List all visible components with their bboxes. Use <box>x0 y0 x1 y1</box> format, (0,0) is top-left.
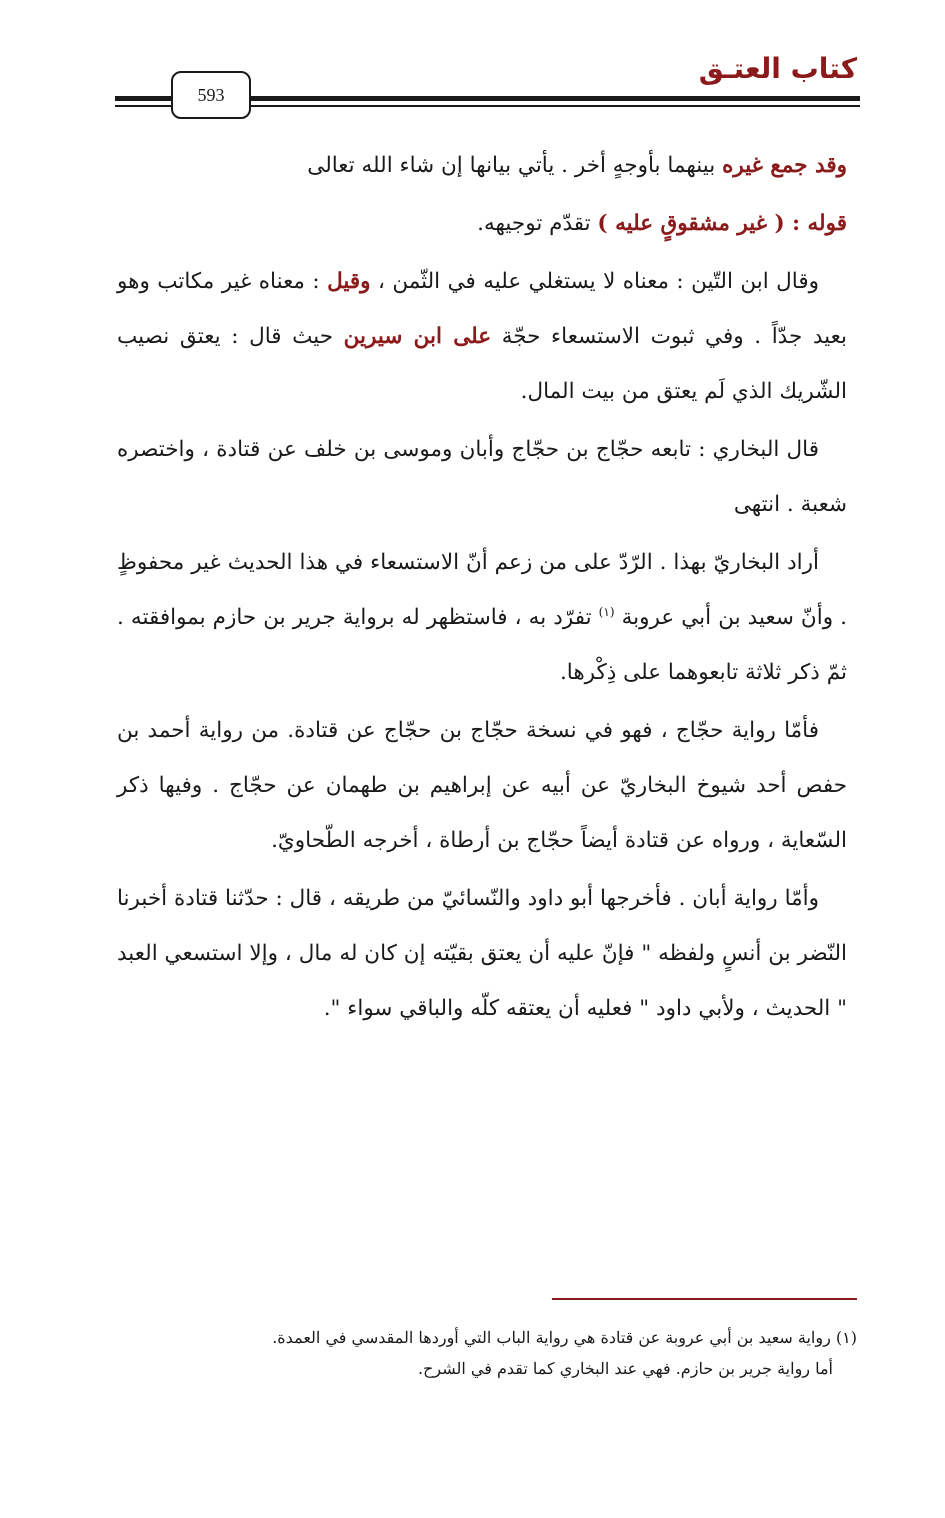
paragraph-1 <box>117 138 847 193</box>
quote-heading: قوله : ( غير مشقوقٍ عليه ) <box>597 211 847 236</box>
paragraph-2 <box>117 196 847 251</box>
paragraph-4: قال البخاري : تابعه حجّاج بن حجّاج وأبان وموسى بن خلف عن قتادة ، واختصره شعبة . انتهى <box>117 437 847 517</box>
paragraph-text: تقدّم توجيهه. <box>477 211 598 236</box>
footnote-1-continued: أما رواية جرير بن حازم. فهي عند البخاري كما تقدم في الشرح. <box>417 1359 833 1378</box>
highlight-text: وقيل <box>327 269 371 294</box>
footnotes <box>117 1322 857 1384</box>
paragraph-text: تفرّد به ، فاستظهر له برواية جرير بن حازم بموافقته . ثمّ ذكر ثلاثة تابعوهما على ذِكْرها. <box>117 605 847 685</box>
page-header <box>0 0 945 130</box>
footnote-1: (١) رواية سعيد بن أبي عروبة عن قتادة هي رواية الباب التي أوردها المقدسي في العمدة. <box>272 1328 857 1347</box>
paragraph-text: أراد البخاريّ بهذا . الرّدّ على من زعم أنّ الاستسعاء في هذا الحديث غير محفوظٍ . وأنّ سعيد بن أبي عروبة <box>117 550 847 630</box>
footnote-separator <box>552 1298 857 1300</box>
page-number: 593 <box>171 71 251 119</box>
highlight-text: على ابن سيرين <box>343 324 492 349</box>
main-text <box>117 138 847 1039</box>
paragraph-text: وقال ابن التّين : معناه لا يستغلي عليه في الثّمن ، <box>370 269 819 294</box>
footnote-ref[interactable]: (١) <box>598 604 615 619</box>
paragraph-5 <box>117 535 847 700</box>
paragraph-text: بينهما بأوجهٍ أخر . يأتي بيانها إن شاء الله تعالى <box>307 153 723 178</box>
paragraph-6: فأمّا رواية حجّاج ، فهو في نسخة حجّاج بن حجّاج عن قتادة. من رواية أحمد بن حفص أحد شيوخ البخاريّ عن أبيه عن إبراهيم بن طهمان عن حجّاج . وفيها ذكر السّعاية ، ورواه عن قتادة أيضاً حجّاج بن أرطاة ، أخرجه الطّحاويّ. <box>117 718 847 853</box>
paragraph-7: وأمّا رواية أبان . فأخرجها أبو داود والنّسائيّ من طريقه ، قال : حدّثنا قتادة أخبرنا النّضر بن أنسٍ ولفظه " فإنّ عليه أن يعتق بقيّته إن كان له مال ، وإلا استسعي العبد " الحديث ، ولأبي داود " فعليه أن يعتقه كلّه والباقي سواء ". <box>117 886 847 1021</box>
paragraph-text: : معناه غير مكاتب وهو بعيد جدّاً . وفي ثبوت الاستسعاء حجّة <box>117 269 847 349</box>
paragraph-3 <box>117 254 847 419</box>
book-title: كتاب العتـق <box>698 52 857 85</box>
highlight-text: وقد جمع غيره <box>722 153 847 178</box>
paragraph-text: حيث قال : يعتق نصيب الشّريك الذي لَم يعتق من بيت المال. <box>117 324 847 404</box>
